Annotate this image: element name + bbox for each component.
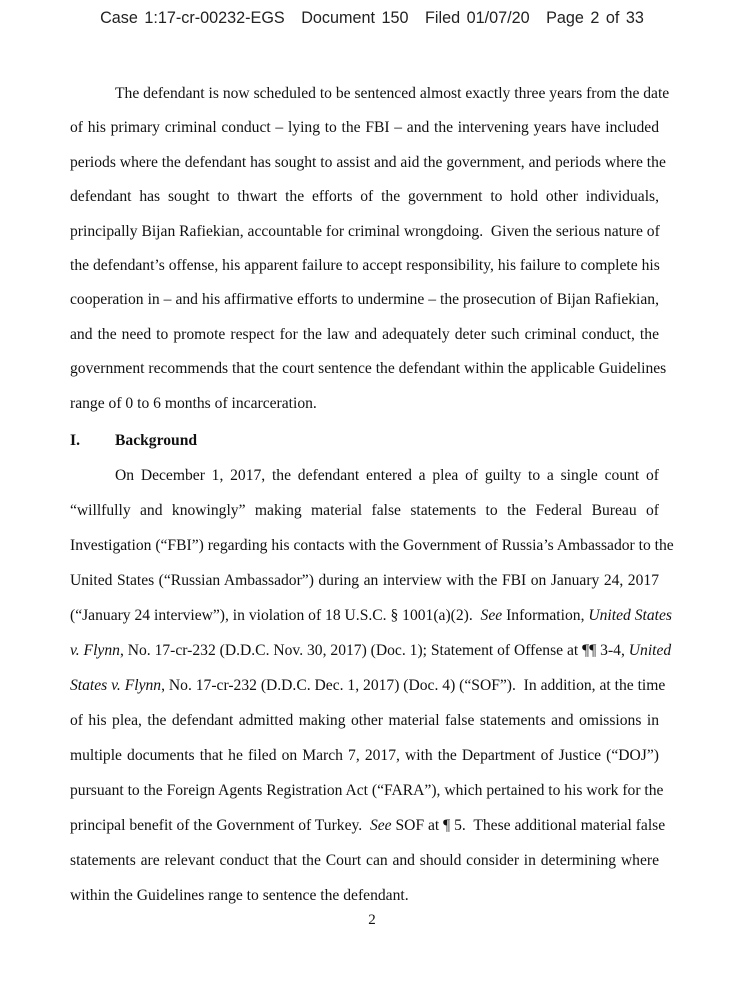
text-line bbox=[70, 816, 666, 836]
text-line bbox=[70, 256, 659, 276]
text-segment: principal benefit of the Government of Turkey. bbox=[70, 817, 370, 834]
text-line bbox=[70, 290, 659, 310]
text-line bbox=[70, 222, 659, 242]
text-segment: Investigation (“FBI”) regarding his contacts with the Government of Russia’s Ambassador to the bbox=[70, 537, 674, 554]
text-segment: the defendant’s offense, his apparent failure to accept responsibility, his failure to complete his bbox=[70, 257, 660, 274]
text-line bbox=[70, 153, 666, 173]
italic-text: United States bbox=[588, 607, 672, 624]
text-segment: , No. 17-cr-232 (D.D.C. Nov. 30, 2017) (Doc. 1); Statement of Offense at ¶¶ 3-4, bbox=[119, 642, 629, 659]
text-segment: multiple documents that he filed on March 7, 2017, with the Department of Justice (“DOJ”) bbox=[70, 747, 659, 764]
text-line bbox=[70, 501, 659, 521]
text-segment: pursuant to the Foreign Agents Registration Act (“FARA”), which pertained to his work for the bbox=[70, 782, 664, 799]
text-segment: statements are relevant conduct that the Court can and should consider in determining where bbox=[70, 852, 659, 869]
text-line bbox=[70, 606, 672, 626]
text-line bbox=[70, 359, 667, 379]
heading-number: I. bbox=[70, 432, 80, 449]
text-line bbox=[70, 394, 659, 414]
text-line bbox=[70, 641, 672, 661]
text-segment: periods where the defendant has sought to assist and aid the government, and periods where the bbox=[70, 153, 666, 171]
italic-text: See bbox=[369, 817, 392, 834]
text-segment: United States (“Russian Ambassador”) during an interview with the FBI on January 24, 2017 bbox=[70, 572, 659, 589]
text-segment: defendant has sought to thwart the efforts of the government to hold other individuals, bbox=[70, 188, 659, 206]
text-line bbox=[70, 536, 674, 556]
filed-date: Filed 01/07/20 bbox=[425, 9, 530, 27]
text-segment: of his plea, the defendant admitted making other material false statements and omissions in bbox=[70, 712, 659, 729]
text-line bbox=[70, 711, 659, 731]
text-line bbox=[70, 676, 666, 696]
text-line bbox=[115, 84, 670, 104]
heading-title: Background bbox=[115, 432, 198, 449]
page-number: 2 bbox=[368, 912, 376, 928]
text-segment: cooperation in – and his affirmative efforts to undermine – the prosecution of Bijan Rafiekian, bbox=[70, 291, 659, 309]
text-segment: range of 0 to 6 months of incarceration. bbox=[70, 394, 317, 412]
case-number: Case 1:17-cr-00232-EGS bbox=[100, 9, 285, 27]
text-segment: and the need to promote respect for the law and adequately deter such criminal conduct, the bbox=[70, 325, 659, 343]
text-segment: of his primary criminal conduct – lying to the FBI – and the intervening years have included bbox=[70, 119, 659, 137]
text-segment: , No. 17-cr-232 (D.D.C. Dec. 1, 2017) (Doc. 4) (“SOF”). In addition, at the time bbox=[161, 677, 666, 694]
text-segment: (“January 24 interview”), in violation of 18 U.S.C. § 1001(a)(2). bbox=[70, 607, 481, 624]
document-number: Document 150 bbox=[301, 9, 409, 27]
text-line bbox=[70, 118, 659, 138]
text-segment: Information, bbox=[502, 607, 589, 624]
italic-text: v. Flynn bbox=[70, 642, 120, 659]
text-line bbox=[115, 466, 659, 486]
text-line bbox=[70, 571, 659, 591]
text-line bbox=[70, 746, 659, 766]
text-line bbox=[70, 851, 659, 871]
italic-text: United bbox=[628, 642, 672, 659]
text-segment: principally Bijan Rafiekian, accountable for criminal wrongdoing. Given the serious nature of bbox=[70, 222, 660, 240]
document-header bbox=[0, 9, 744, 28]
page-indicator: Page 2 of 33 bbox=[546, 9, 644, 27]
italic-text: States v. Flynn bbox=[70, 677, 162, 694]
text-segment: On December 1, 2017, the defendant entered a plea of guilty to a single count of bbox=[115, 467, 659, 484]
text-segment: within the Guidelines range to sentence the defendant. bbox=[70, 887, 409, 904]
text-line bbox=[70, 886, 659, 906]
text-segment: SOF at ¶ 5. These additional material false bbox=[391, 817, 666, 834]
text-line bbox=[70, 781, 664, 801]
text-line bbox=[70, 187, 659, 207]
text-segment: “willfully and knowingly” making material false statements to the Federal Bureau of bbox=[70, 502, 659, 519]
text-line bbox=[70, 325, 659, 345]
italic-text: See bbox=[480, 607, 503, 624]
text-segment: government recommends that the court sentence the defendant within the applicable Guidelines bbox=[70, 360, 667, 378]
text-segment: The defendant is now scheduled to be sentenced almost exactly three years from the date bbox=[115, 85, 670, 102]
